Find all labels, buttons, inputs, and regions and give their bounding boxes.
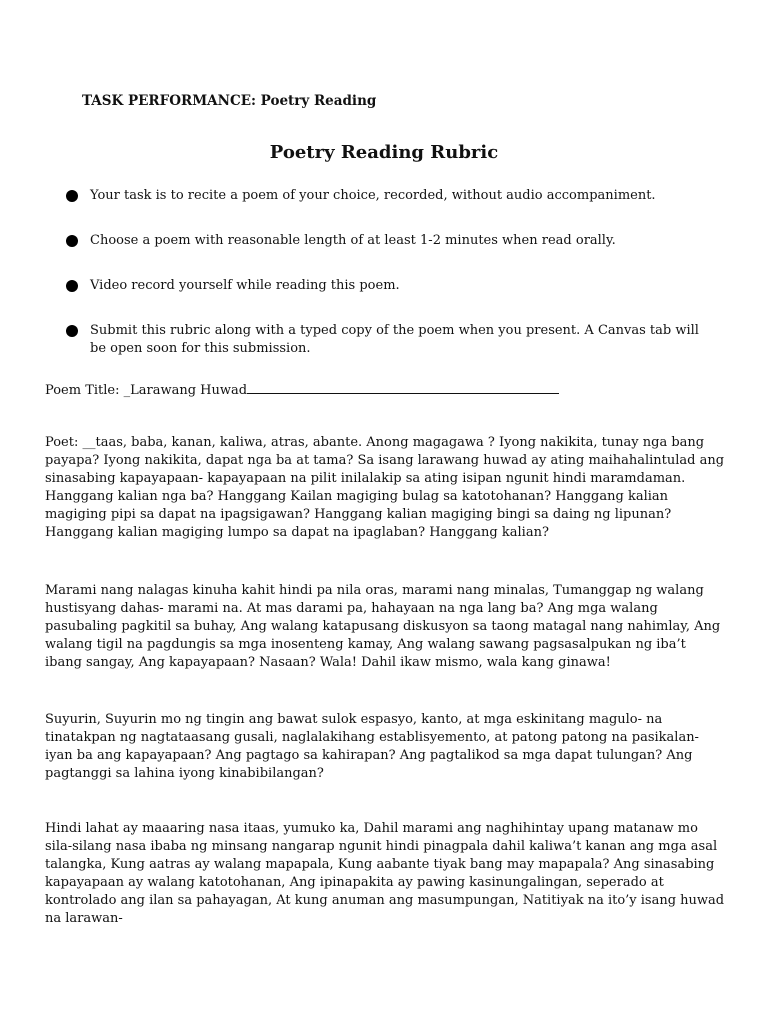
task-header: TASK PERFORMANCE: Poetry Reading	[82, 93, 377, 109]
instruction-text: Video record yourself while reading this poem.	[90, 278, 400, 293]
list-item	[66, 187, 716, 205]
bullet-icon	[66, 190, 78, 202]
poem-paragraph: Poet: __taas, baba, kanan, kaliwa, atras, abante. Anong magagawa ? Iyong nakikita, tunay nga bang payapa? Iyong nakikita, dapat nga ba at tama? Sa isang larawang huwad ay ating maihahalintulad ang sinasabing kapayapaan- kapayapaan na pilit inilalakip sa ating isipan ngunit hindi maramdaman. Hanggang kalian nga ba? Hanggang Kailan magiging bulag sa katotohanan? Hanggang kalian magiging pipi sa dapat na ipagsigawan? Hanggang kalian magiging bingi sa daing ng lipunan? Hanggang kalian magiging lumpo sa dapat na ipaglaban? Hanggang kalian?	[45, 435, 725, 540]
list-item	[66, 277, 716, 295]
instruction-text: Choose a poem with reasonable length of at least 1-2 minutes when read orally.	[90, 233, 616, 248]
instruction-text: Your task is to recite a poem of your choice, recorded, without audio accompaniment.	[90, 188, 656, 203]
poem-title-underline	[247, 380, 559, 394]
instructions-list	[66, 187, 716, 385]
bullet-icon	[66, 325, 78, 337]
poem-title-text: Poem Title: _Larawang Huwad	[45, 383, 248, 398]
poem-paragraph: Marami nang nalagas kinuha kahit hindi pa nila oras, marami nang minalas, Tumanggap ng walang hustisyang dahas- marami na. At mas darami pa, hahayaan na nga lang ba? Ang mga walang pasubaling pagkitil sa buhay, Ang walang katapusang diskusyon sa taong matagal nang nahimlay, Ang walang tigil na pagdungis sa mga inosenteng kamay, Ang walang sawang pagsasalpukan ng iba’t ibang sangay, Ang kapayapaan? Nasaan? Wala! Dahil ikaw mismo, wala kang ginawa!	[45, 583, 721, 670]
poem-paragraph: Hindi lahat ay maaaring nasa itaas, yumuko ka, Dahil marami ang naghihintay upang matanaw mo sila-silang nasa ibaba ng minsang nangarap ngunit hindi pinagpala dahil kaliwa’t kanan ang mga asal talangka, Kung aatras ay walang mapapala, Kung aabante tiyak bang may mapapala? Ang sinasabing kapayapaan ay walang katotohanan, Ang ipinapakita ay pawing kasinungalingan, seperado at kontrolado ang ilan sa pahayagan, At kung anuman ang masumpungan, Natitiyak na ito’y isang huwad na larawan-	[45, 821, 725, 926]
instruction-text: Submit this rubric along with a typed copy of the poem when you present. A Canvas tab will be open soon for this submission.	[90, 323, 699, 356]
poem-title-line	[45, 380, 559, 400]
list-item	[66, 232, 716, 250]
rubric-title: Poetry Reading Rubric	[269, 142, 499, 163]
bullet-icon	[66, 280, 78, 292]
poem-paragraph: Suyurin, Suyurin mo ng tingin ang bawat sulok espasyo, kanto, at mga eskinitang magulo- na tinatakpan ng nagtataasang gusali, naglalakihang establisyemento, at patong patong na pasikalan- iyan ba ang kapayapaan? Ang pagtago sa kahirapan? Ang pagtalikod sa mga dapat tulungan? Ang pagtanggi sa lahina iyong kinabibilangan?	[45, 712, 699, 781]
bullet-icon	[66, 235, 78, 247]
list-item	[66, 322, 716, 358]
